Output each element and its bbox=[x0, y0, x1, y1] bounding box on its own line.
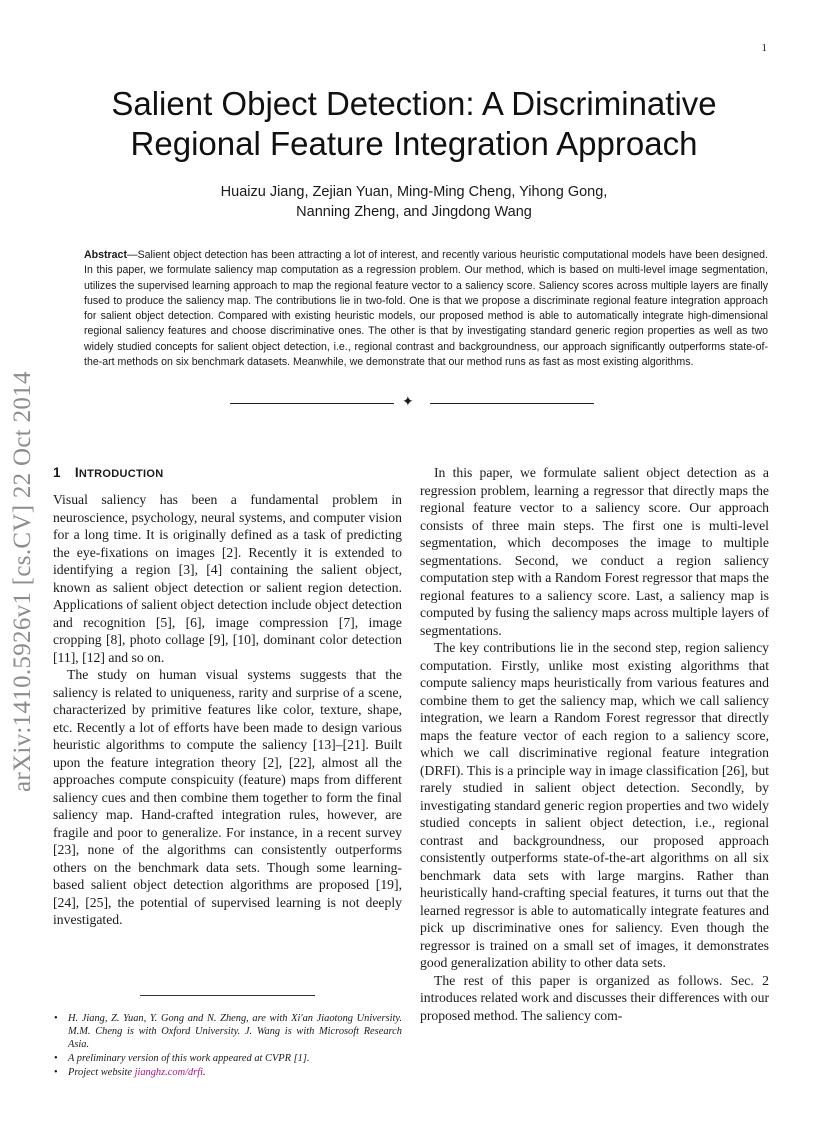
section-heading bbox=[53, 464, 402, 483]
footnote-website-suffix: . bbox=[202, 1067, 206, 1078]
divider-line-right bbox=[430, 403, 594, 404]
abstract bbox=[84, 248, 768, 370]
body-paragraph: The study on human visual systems suggests that the saliency is related to uniqueness, rarity and surprise of a scene, characterized by primitive features like color, texture, shape, etc. Recently a lot of efforts have been made to design various heuristic algorithms to compute the saliency [13]–[21]. Built upon the feature integration theory [2], [22], almost all the approaches compute conspicuity (feature) maps from different saliency cues and then combine them together to form the final saliency map. Hand-crafted integration rules, however, are fragile and poor to generalize. For instance, in a recent survey [23], none of the algorithms can consistently outperforms others on the benchmark data sets. Though some learning-based salient object detection algorithms are proposed [19], [24], [25], the potential of supervised learning is not deeply investigated. bbox=[53, 667, 402, 927]
body-paragraph: Visual saliency has been a fundamental problem in neuroscience, psychology, neural systems, and computer vision for a long time. It is originally defined as a task of predicting the eye-fixations on images [2]. Recently it is extended to identifying a region [3], [4] containing the salient object, known as salient object detection or salient region detection. Applications of salient object detection include object detection and recognition [5], [6], image compression [7], image cropping [8], photo collage [9], [10], dominant color detection [11], [12] and so on. bbox=[53, 492, 402, 665]
section-divider bbox=[230, 396, 594, 412]
body-paragraph: In this paper, we formulate salient object detection as a regression problem, learning a regressor that directly maps the regional feature vector to a saliency score. Our approach consists of three main steps. The first one is multi-level segmentation, which decomposes the image to multiple segmentations. Second, we conduct a region saliency computation step with a Random Forest regressor that maps the regional features to a saliency score. Last, a saliency map is computed by fusing the saliency maps across multiple layers of segmentations. bbox=[420, 465, 769, 638]
right-column bbox=[420, 464, 769, 1024]
divider-star-icon: ✦ bbox=[402, 395, 414, 410]
footnote-item: • H. Jiang, Z. Yuan, Y. Gong and N. Zheng, are with Xi'an Jiaotong University. M.M. Cheng is with Oxford University. J. Wang is with Microsoft Research Asia. bbox=[68, 1012, 402, 1051]
section-number: 1 bbox=[53, 465, 61, 480]
arxiv-stamp-text: arXiv:1410.5926v1 [cs.CV] 22 Oct 2014 bbox=[9, 371, 36, 792]
footnote-rule bbox=[140, 995, 315, 996]
project-website-link[interactable]: jianghz.com/drfi bbox=[134, 1067, 203, 1078]
abstract-text: —Salient object detection has been attracting a lot of interest, and recently various heuristic computational models have been designed. In this paper, we formulate saliency map computation as a regression problem. Our method, which is based on multi-level image segmentation, utilizes the supervised learning approach to map the regional feature vector to a saliency score. Saliency scores across multiple layers are finally fused to produce the saliency map. The contributions lie in two-fold. One is that we propose a discriminate regional feature integration approach for salient object detection. Compared with existing heuristic models, our proposed method is able to automatically integrate high-dimensional regional saliency features and choose discriminative ones. The other is that by investigating standard generic region properties as well as two widely studied concepts for salient object detection, i.e., regional contrast and backgroundness, our approach significantly outperforms state-of-the-art methods on six benchmark datasets. Meanwhile, we demonstrate that our method runs as fast as most existing algorithms. bbox=[84, 249, 768, 369]
title-line-2: Regional Feature Integration Approach bbox=[130, 125, 698, 162]
authors bbox=[60, 182, 768, 222]
authors-line-1: Huaizu Jiang, Zejian Yuan, Ming-Ming Cheng, Yihong Gong, bbox=[220, 184, 608, 200]
section-title-rest: NTRODUCTION bbox=[78, 468, 164, 480]
body-paragraph: The key contributions lie in the second step, region saliency computation. Firstly, unlike most existing algorithms that compute saliency maps heuristically from various features and combine them to get the saliency map, which we call saliency integration, we learn a Random Forest regressor that directly maps the feature vector of each region to a saliency score, which we call discriminative regional feature integration (DRFI). This is a principle way in image classification [26], but rarely studied in salient object detection. Secondly, by investigating standard generic region properties and two widely studied concepts in salient object detection, i.e., regional contrast and backgroundness, our proposed approach consistently outperforms state-of-the-art algorithms on all six benchmark data sets with large margins. Rather than heuristically hand-crafting special features, it turns out that the learned regressor is able to automatically integrate features and pick up discriminative ones for saliency. Even though the regressor is trained on a small set of images, it demonstrates good generalization ability to other data sets. bbox=[420, 640, 769, 970]
abstract-label: Abstract bbox=[84, 249, 127, 261]
left-column bbox=[53, 464, 402, 929]
authors-line-2: Nanning Zheng, and Jingdong Wang bbox=[296, 204, 532, 220]
section-title-initial: I bbox=[74, 465, 79, 480]
paper-title bbox=[60, 84, 768, 164]
body-paragraph: The rest of this paper is organized as follows. Sec. 2 introduces related work and discusses their differences with our proposed method. The saliency com- bbox=[420, 972, 769, 1023]
page-number: 1 bbox=[761, 42, 767, 54]
footnote-website-prefix: Project website bbox=[68, 1067, 135, 1078]
divider-line-left bbox=[230, 403, 394, 404]
footnote-item: • A preliminary version of this work appeared at CVPR [1]. bbox=[68, 1052, 402, 1065]
footnote-item-website bbox=[68, 1066, 402, 1079]
title-line-1: Salient Object Detection: A Discriminative bbox=[111, 85, 717, 122]
footnotes bbox=[53, 1012, 402, 1080]
